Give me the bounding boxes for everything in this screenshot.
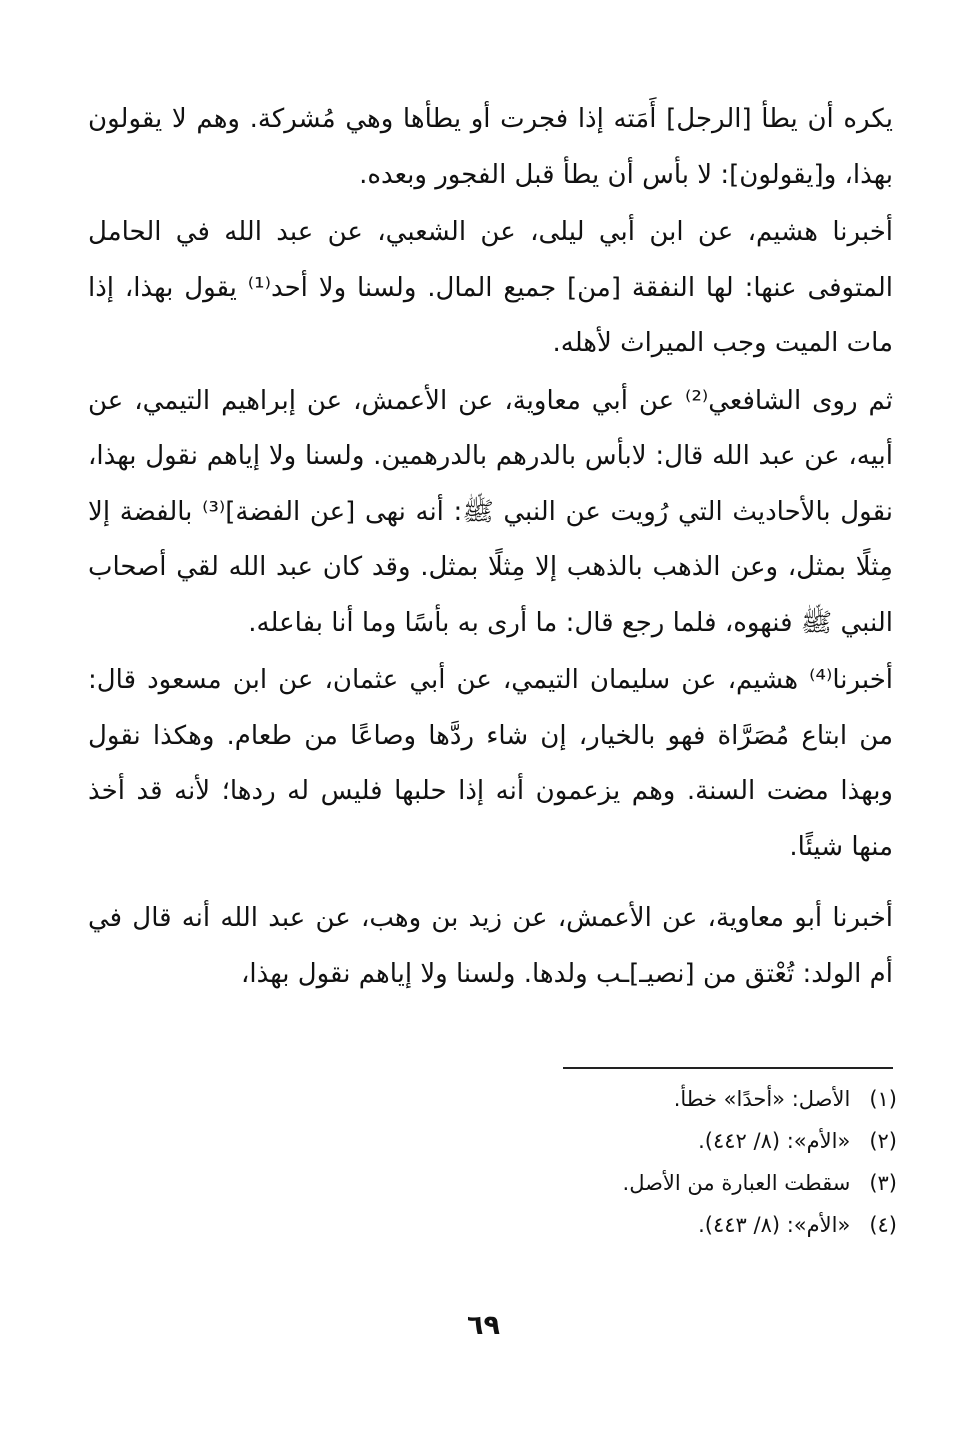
footnote-number: (٤) (869, 1213, 897, 1237)
footnote-number: (٢) (869, 1129, 897, 1153)
footnote-text: «الأم»: (٨/ ٤٤٢). (698, 1129, 851, 1153)
footnote-text: سقطت العبارة من الأصل. (622, 1171, 851, 1195)
footnote-1 (497, 1078, 897, 1120)
paragraph-4: أخبرنا⁽⁴⁾ هشيم، عن سليمان التيمي، عن أبي عثمان، عن ابن مسعود قال: من ابتاع مُصَرَّاة فهو بالخيار، إن شاء ردَّها وصاعًا من طعام. وهكذا نقول وبهذا مضت السنة. وهم يزعمون أنه إذا حلبها فليس له ردها؛ لأنه قد أخذ منها شيئًا. (88, 665, 893, 862)
footnote-text: «الأم»: (٨/ ٤٤٣). (698, 1213, 851, 1237)
footnotes-list (497, 1078, 897, 1246)
main-text (88, 92, 893, 1002)
paragraph-1: يكره أن يطأ [الرجل] أَمَته إذا فجرت أو يطأها وهي مُشركة. وهم لا يقولون بهذا، و[يقولون]: لا بأس أن يطأ قبل الفجور وبعده. (88, 104, 893, 190)
paragraph-3: ثم روى الشافعي⁽²⁾ عن أبي معاوية، عن الأعمش، عن إبراهيم التيمي، عن أبيه، عن عبد الله قال: لابأس بالدرهم بالدرهمين. ولسنا ولا إياهم نقول بهذا، نقول بالأحاديث التي رُويت عن النبي ﷺ: أنه نهى [عن الفضة]⁽³⁾ بالفضة إلا مِثلًا بمثل، وعن الذهب بالذهب إلا مِثلًا بمثل. وقد كان عبد الله لقي أصحاب النبي ﷺ فنهوه، فلما رجع قال: ما أرى به بأسًا وما أنا بفاعله. (88, 385, 894, 638)
page-number: ٦٩ (467, 1310, 500, 1341)
footnote-2 (497, 1120, 897, 1162)
footnote-number: (١) (869, 1087, 897, 1111)
footnote-separator (563, 1067, 893, 1069)
footnote-text: الأصل: «أحدًا» خطأ. (673, 1087, 851, 1111)
footnote-4 (497, 1204, 897, 1246)
paragraph-2: أخبرنا هشيم، عن ابن أبي ليلى، عن الشعبي، عن عبد الله في الحامل المتوفى عنها: لها النفقة [من] جميع المال. ولسنا ولا أحد⁽¹⁾ يقول بهذا، إذا مات الميت وجب الميراث لأهله. (88, 217, 893, 358)
paragraph-5: أخبرنا أبو معاوية، عن الأعمش، عن زيد بن وهب، عن عبد الله أنه قال في أم الولد: تُعْتق من [نصيـ]ـب ولدها. ولسنا ولا إياهم نقول بهذا، (88, 903, 893, 989)
footnote-number: (٣) (869, 1171, 897, 1195)
footnote-3 (497, 1162, 897, 1204)
